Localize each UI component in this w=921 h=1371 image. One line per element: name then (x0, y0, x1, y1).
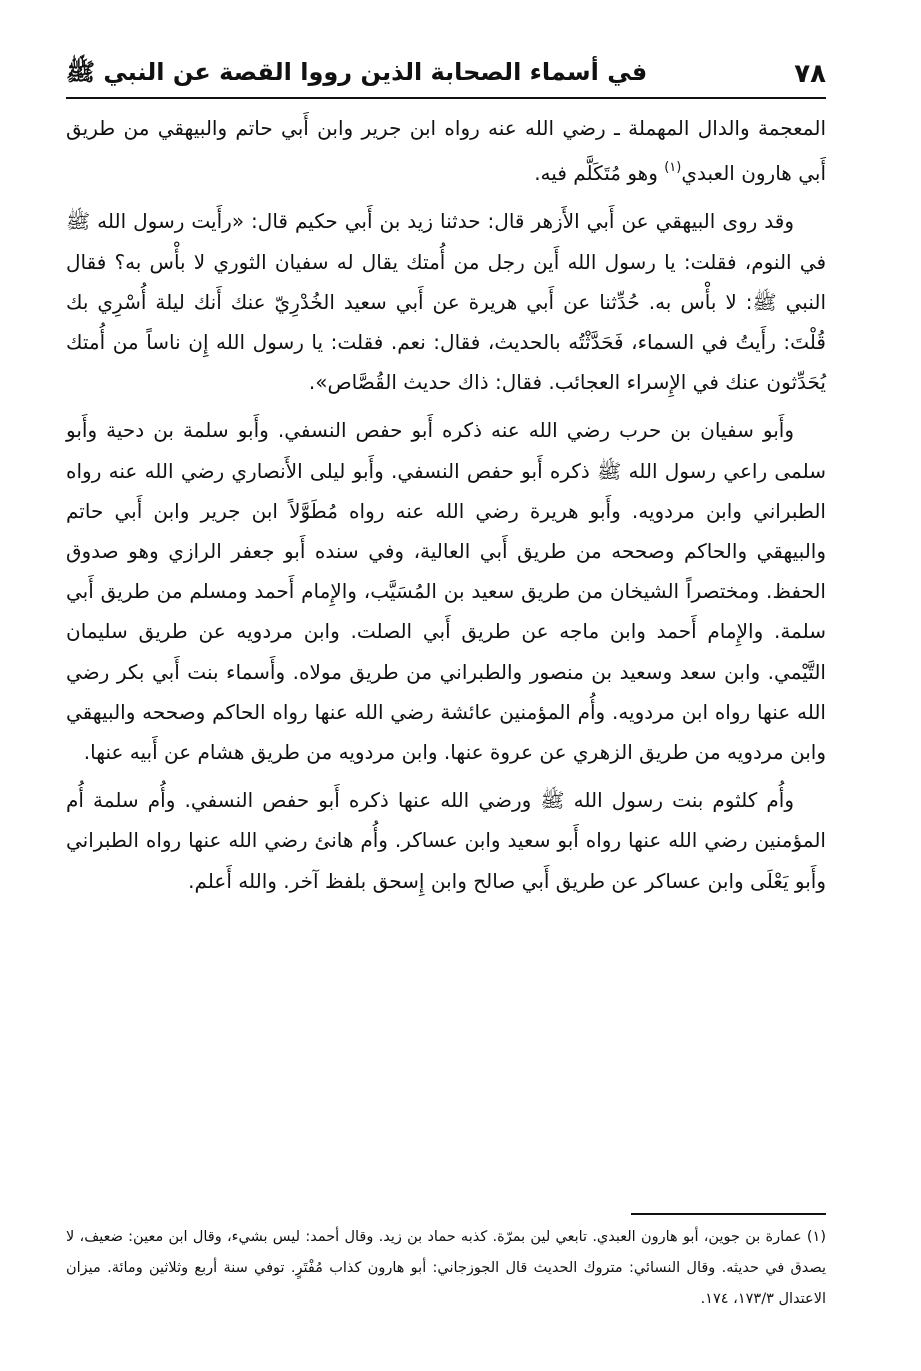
running-header (66, 54, 826, 94)
paragraph-1 (66, 108, 826, 193)
running-header-title: في أسماء الصحابة الذين رووا القصة عن النبي ﷺ (66, 57, 648, 86)
paragraph-4: وأُم كلثوم بنت رسول الله ﷺ ورضي الله عنها ذكره أَبو حفص النسفي. وأُم سلمة أُم المؤمنين رضي الله عنها رواه أَبو سعيد وابن عساكر. وأُم هانئ رضي الله عنها رواه الطبراني وأَبو يَعْلَى وابن عساكر عن طريق أَبي صالح وابن إِسحق بلفظ آخر. والله أَعلم. (66, 788, 826, 893)
header-divider (66, 97, 826, 99)
footnotes (66, 1222, 826, 1315)
paragraph-1-tail: وهو مُتَكَلَّم فيه. (534, 161, 665, 186)
main-text (66, 108, 826, 909)
paragraph-3: وأَبو سفيان بن حرب رضي الله عنه ذكره أَبو حفص النسفي. وأَبو سلمة بن دحية وأَبو سلمى راعي رسول الله ﷺ ذكره أَبو حفص النسفي. وأَبو ليلى الأَنصاري رضي الله عنه رواه الطبراني وابن مردويه. وأَبو هريرة رضي الله عنه رواه مُطَوَّلاً ابن جرير وابن أَبي حاتم والبيهقي والحاكم وصححه من طريق أَبي العالية، وفي سنده أَبو جعفر الرازي وهو صدوق الحفظ. ومختصراً الشيخان من طريق سعيد بن المُسَيَّب، والإِمام أَحمد ومسلم من طريق أَبي سلمة. والإِمام أَحمد وابن ماجه عن طريق أَبي الصلت. وابن مردويه عن طريق سليمان التَّيْمي. وابن سعد وسعيد بن منصور والطبراني من طريق مولاه. وأَسماء بنت أَبي بكر رضي الله عنها رواه ابن مردويه. وأُم المؤمنين عائشة رضي الله عنها رواه الحاكم وصححه والبيهقي وابن مردويه من طريق الزهري عن عروة عنها. وابن مردويه من طريق هشام عن أَبيه عنها. (66, 418, 826, 765)
paragraph-1-text: المعجمة والدال المهملة ـ رضي الله عنه رواه ابن جرير وابن أَبي حاتم والبيهقي من طريق أَبي هارون العبدي (66, 116, 826, 186)
paragraph-2: وقد روى البيهقي عن أَبي الأَزهر قال: حدثنا زيد بن أَبي حكيم قال: «رأَيت رسول الله ﷺ في النوم، فقلت: يا رسول الله أَين رجل من أُمتك يقال له سفيان الثوري لا بأْس به؟ فقال النبي ﷺ: لا بأْس به. حُدِّثنا عن أَبي هريرة عن أَبي سعيد الخُدْرِيّ عنك أَنك ليلة أُسْرِي بك قُلْتَ: رأَيتُ في السماء، فَحَدَّثْتُه بالحديث، فقال: نعم. فقلت: يا رسول الله إِن ناساً من أُمتك يُحَدِّثون عنك في الإِسراء العجائب. فقال: ذاك حديث القُصَّاص». (66, 209, 826, 395)
footnote-divider (631, 1213, 826, 1215)
footnote-reference: (١) (664, 160, 682, 176)
footnote-1: (١) عمارة بن جوين، أبو هارون العبدي. تابعي لين بمرّة. كذبه حماد بن زيد. وقال أحمد: ليس بشيء، وقال ابن معين: ضعيف، لا يصدق في حديثه. وقال النسائي: متروك الحديث قال الجوزجاني: أبو هارون كذاب مُفْتَرٍ. توفي سنة أربع وثلاثين ومائة. ميزان الاعتدال ١٧٣/٣، ١٧٤. (66, 1229, 826, 1307)
page-number: ٧٨ (794, 59, 826, 89)
